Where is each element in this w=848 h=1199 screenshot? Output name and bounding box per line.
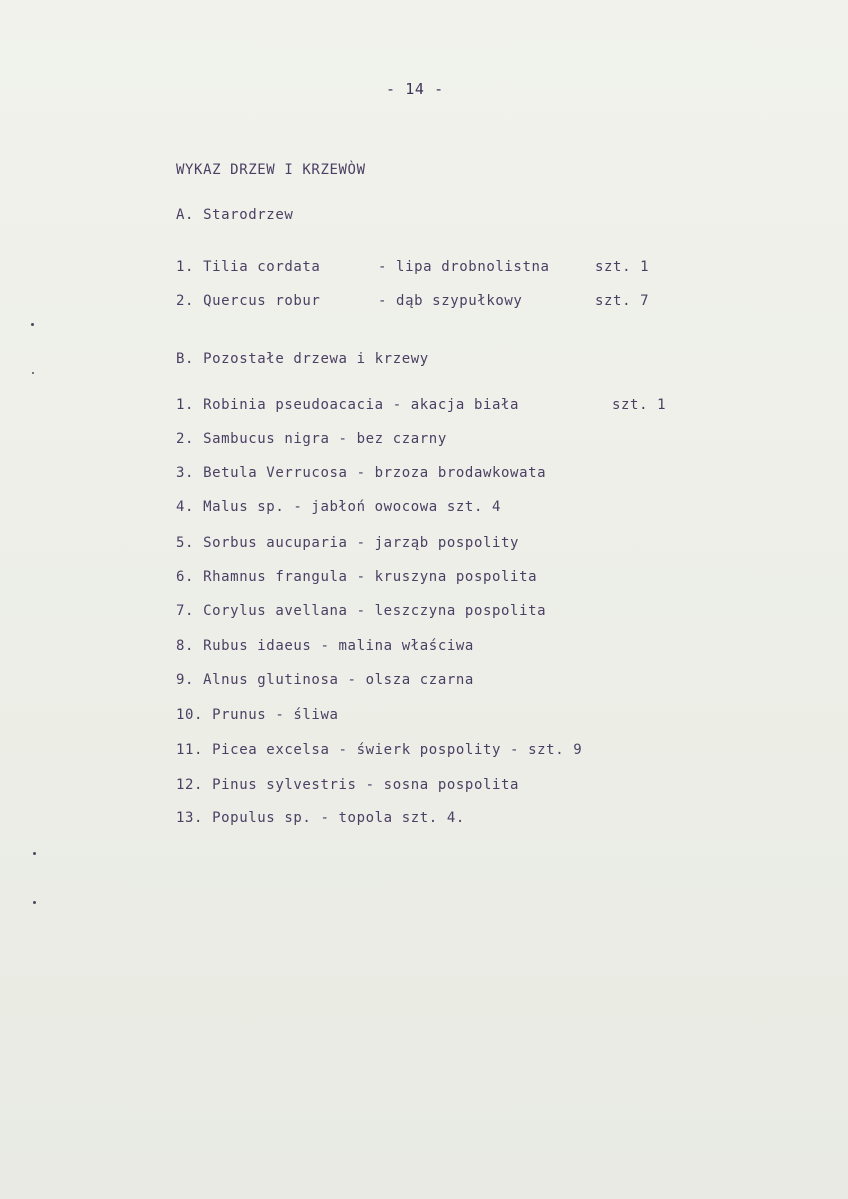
section-a-item-quantity: szt. 1: [595, 259, 650, 275]
section-a-item-quantity: szt. 7: [595, 293, 650, 309]
section-b-item-text: 1. Robinia pseudoacacia - akacja biała: [176, 397, 520, 413]
section-b-item: 4. Malus sp. - jabłoń owocowa szt. 4: [176, 499, 502, 515]
section-b-item: 13. Populus sp. - topola szt. 4.: [176, 810, 465, 826]
document-title: WYKAZ DRZEW I KRZEWÒW: [176, 162, 366, 178]
section-a-item-name: 1. Tilia cordata: [176, 259, 321, 275]
scan-speck: [33, 852, 36, 855]
page-number: - 14 -: [386, 80, 444, 98]
section-b-item: 11. Picea excelsa - świerk pospolity - szt. 9: [176, 742, 583, 758]
section-a-item-name: 2. Quercus robur: [176, 293, 321, 309]
scan-speck: [32, 372, 34, 374]
section-a-heading: A. Starodrzew: [176, 207, 294, 223]
section-b-item: 10. Prunus - śliwa: [176, 707, 339, 723]
section-b-item: 12. Pinus sylvestris - sosna pospolita: [176, 777, 520, 793]
section-a-item-polish-name: - lipa drobnolistna: [378, 259, 550, 275]
section-b-item: 6. Rhamnus frangula - kruszyna pospolita: [176, 569, 538, 585]
scan-speck: [33, 901, 36, 904]
section-b-item: 3. Betula Verrucosa - brzoza brodawkowata: [176, 465, 547, 481]
section-b-item: 7. Corylus avellana - leszczyna pospolita: [176, 603, 547, 619]
section-b-item: 5. Sorbus aucuparia - jarząb pospolity: [176, 535, 520, 551]
section-b-item: 2. Sambucus nigra - bez czarny: [176, 431, 447, 447]
section-b-item: 9. Alnus glutinosa - olsza czarna: [176, 672, 474, 688]
scan-speck: [31, 323, 34, 326]
section-b-heading: B. Pozostałe drzewa i krzewy: [176, 351, 429, 367]
section-b-item-quantity: szt. 1: [612, 397, 667, 413]
section-a-item-polish-name: - dąb szypułkowy: [378, 293, 523, 309]
section-b-item: 8. Rubus idaeus - malina właściwa: [176, 638, 474, 654]
